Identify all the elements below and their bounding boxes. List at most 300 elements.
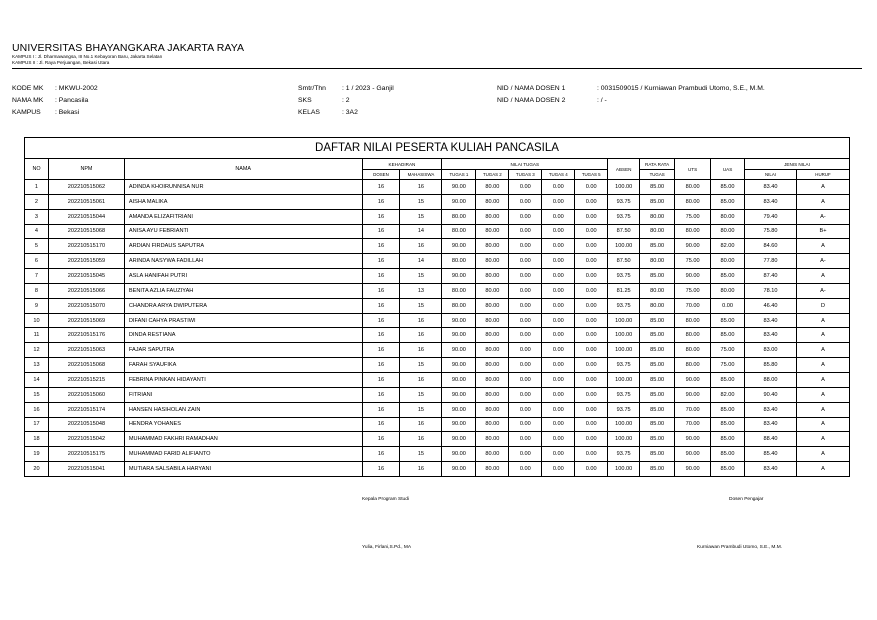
cell-tugas1: 90.00 bbox=[442, 269, 476, 284]
cell-tugas5: 0.00 bbox=[575, 298, 608, 313]
cell-hadir-mahasiswa: 13 bbox=[400, 283, 442, 298]
cell-huruf: A bbox=[796, 358, 849, 373]
cell-uas: 85.00 bbox=[711, 372, 745, 387]
cell-nama: MUHAMMAD FAKHRI RAMADHAN bbox=[124, 432, 362, 447]
cell-tugas1: 90.00 bbox=[442, 402, 476, 417]
cell-nama: DINDA RESTIANA bbox=[124, 328, 362, 343]
table-row bbox=[25, 180, 850, 195]
cell-rata-tugas: 85.00 bbox=[640, 194, 675, 209]
col-uas: UAS bbox=[711, 159, 745, 180]
cell-absen: 100.00 bbox=[608, 372, 640, 387]
cell-tugas5: 0.00 bbox=[575, 283, 608, 298]
nama-mk-value: : Pancasila bbox=[55, 97, 89, 104]
table-row bbox=[25, 313, 850, 328]
cell-uas: 85.00 bbox=[711, 328, 745, 343]
cell-uas: 75.00 bbox=[711, 358, 745, 373]
dosen1-value: : 0031509015 / Kurniawan Prambudi Utomo, S.E., M.M. bbox=[597, 85, 765, 92]
cell-tugas5: 0.00 bbox=[575, 432, 608, 447]
col-jenis-nilai: JENIS NILAI bbox=[745, 159, 850, 170]
cell-tugas1: 90.00 bbox=[442, 343, 476, 358]
cell-nama: ARINDA NASYWA FADILLAH bbox=[124, 254, 362, 269]
cell-uas: 82.00 bbox=[711, 239, 745, 254]
cell-tugas3: 0.00 bbox=[509, 343, 542, 358]
cell-uas: 85.00 bbox=[711, 180, 745, 195]
cell-tugas5: 0.00 bbox=[575, 328, 608, 343]
cell-tugas4: 0.00 bbox=[542, 462, 575, 477]
cell-hadir-dosen: 16 bbox=[362, 328, 400, 343]
cell-no: 20 bbox=[25, 462, 49, 477]
cell-absen: 100.00 bbox=[608, 417, 640, 432]
cell-npm: 202210515063 bbox=[48, 343, 124, 358]
cell-hadir-dosen: 16 bbox=[362, 343, 400, 358]
cell-absen: 100.00 bbox=[608, 239, 640, 254]
cell-nilai: 83.40 bbox=[745, 417, 797, 432]
cell-rata-tugas: 85.00 bbox=[640, 358, 675, 373]
cell-no: 18 bbox=[25, 432, 49, 447]
cell-nilai: 83.40 bbox=[745, 194, 797, 209]
cell-no: 7 bbox=[25, 269, 49, 284]
cell-rata-tugas: 85.00 bbox=[640, 387, 675, 402]
cell-absen: 93.75 bbox=[608, 194, 640, 209]
cell-hadir-dosen: 16 bbox=[362, 194, 400, 209]
cell-nilai: 83.40 bbox=[745, 328, 797, 343]
cell-tugas5: 0.00 bbox=[575, 224, 608, 239]
cell-no: 8 bbox=[25, 283, 49, 298]
cell-tugas5: 0.00 bbox=[575, 417, 608, 432]
cell-hadir-mahasiswa: 15 bbox=[400, 194, 442, 209]
cell-npm: 202210515045 bbox=[48, 269, 124, 284]
table-row bbox=[25, 224, 850, 239]
table-row bbox=[25, 358, 850, 373]
cell-rata-tugas: 85.00 bbox=[640, 372, 675, 387]
cell-tugas3: 0.00 bbox=[509, 358, 542, 373]
cell-uas: 85.00 bbox=[711, 417, 745, 432]
cell-uas: 85.00 bbox=[711, 402, 745, 417]
cell-nilai: 88.40 bbox=[745, 432, 797, 447]
cell-nama: DIFANI CAHYA PRASTIWI bbox=[124, 313, 362, 328]
cell-rata-tugas: 85.00 bbox=[640, 343, 675, 358]
cell-tugas4: 0.00 bbox=[542, 447, 575, 462]
left-signature-title: Kepala Program Studi bbox=[362, 497, 409, 502]
cell-nilai: 83.40 bbox=[745, 313, 797, 328]
cell-tugas1: 90.00 bbox=[442, 328, 476, 343]
cell-tugas3: 0.00 bbox=[509, 447, 542, 462]
cell-rata-tugas: 80.00 bbox=[640, 254, 675, 269]
cell-absen: 93.75 bbox=[608, 358, 640, 373]
cell-rata-tugas: 80.00 bbox=[640, 283, 675, 298]
cell-absen: 93.75 bbox=[608, 402, 640, 417]
cell-nilai: 83.40 bbox=[745, 180, 797, 195]
cell-no: 9 bbox=[25, 298, 49, 313]
col-npm: NPM bbox=[48, 159, 124, 180]
cell-tugas4: 0.00 bbox=[542, 358, 575, 373]
col-no: NO bbox=[25, 159, 49, 180]
cell-npm: 202210515068 bbox=[48, 358, 124, 373]
cell-absen: 93.75 bbox=[608, 269, 640, 284]
cell-huruf: D bbox=[796, 298, 849, 313]
cell-tugas2: 80.00 bbox=[476, 328, 509, 343]
cell-npm: 202210515042 bbox=[48, 432, 124, 447]
cell-npm: 202210515044 bbox=[48, 209, 124, 224]
cell-hadir-mahasiswa: 16 bbox=[400, 328, 442, 343]
cell-nama: ASLA HANIFAH PUTRI bbox=[124, 269, 362, 284]
university-name: UNIVERSITAS BHAYANGKARA JAKARTA RAYA bbox=[12, 42, 245, 54]
cell-nama: CHANDRA ARYA DWIPUTERA bbox=[124, 298, 362, 313]
right-signature-title: Dosen Pengajar bbox=[729, 497, 764, 502]
cell-tugas1: 90.00 bbox=[442, 180, 476, 195]
cell-rata-tugas: 85.00 bbox=[640, 328, 675, 343]
cell-tugas1: 90.00 bbox=[442, 358, 476, 373]
cell-nama: AMANDA ELIZAFITRIANI bbox=[124, 209, 362, 224]
cell-huruf: A bbox=[796, 269, 849, 284]
cell-tugas3: 0.00 bbox=[509, 194, 542, 209]
cell-tugas2: 80.00 bbox=[476, 180, 509, 195]
cell-npm: 202210515176 bbox=[48, 328, 124, 343]
cell-nama: FAJAR SAPUTRA bbox=[124, 343, 362, 358]
cell-rata-tugas: 85.00 bbox=[640, 239, 675, 254]
col-dosen: DOSEN bbox=[362, 170, 400, 180]
cell-nama: HENDRA YOHANES bbox=[124, 417, 362, 432]
cell-rata-tugas: 85.00 bbox=[640, 417, 675, 432]
cell-tugas3: 0.00 bbox=[509, 180, 542, 195]
cell-tugas3: 0.00 bbox=[509, 387, 542, 402]
cell-huruf: A bbox=[796, 194, 849, 209]
cell-uts: 80.00 bbox=[675, 343, 711, 358]
cell-nilai: 85.80 bbox=[745, 358, 797, 373]
cell-npm: 202210515061 bbox=[48, 194, 124, 209]
cell-tugas2: 80.00 bbox=[476, 283, 509, 298]
cell-nilai: 87.40 bbox=[745, 269, 797, 284]
cell-no: 17 bbox=[25, 417, 49, 432]
cell-rata-tugas: 85.00 bbox=[640, 447, 675, 462]
cell-no: 1 bbox=[25, 180, 49, 195]
cell-tugas4: 0.00 bbox=[542, 402, 575, 417]
cell-no: 6 bbox=[25, 254, 49, 269]
cell-npm: 202210515060 bbox=[48, 387, 124, 402]
col-uts: UTS bbox=[675, 159, 711, 180]
cell-tugas5: 0.00 bbox=[575, 313, 608, 328]
cell-uts: 75.00 bbox=[675, 254, 711, 269]
sks-label: SKS bbox=[298, 97, 312, 104]
cell-tugas4: 0.00 bbox=[542, 343, 575, 358]
cell-tugas3: 0.00 bbox=[509, 254, 542, 269]
cell-tugas3: 0.00 bbox=[509, 432, 542, 447]
cell-tugas4: 0.00 bbox=[542, 417, 575, 432]
table-row bbox=[25, 343, 850, 358]
right-signature-name: Kurniawan Prambudi Utomo, S.E., M.M. bbox=[697, 545, 783, 550]
cell-uts: 70.00 bbox=[675, 298, 711, 313]
cell-tugas2: 80.00 bbox=[476, 447, 509, 462]
dosen1-label: NID / NAMA DOSEN 1 bbox=[497, 85, 566, 92]
cell-uas: 85.00 bbox=[711, 194, 745, 209]
cell-huruf: A bbox=[796, 239, 849, 254]
cell-hadir-mahasiswa: 16 bbox=[400, 462, 442, 477]
header-divider bbox=[12, 68, 862, 69]
col-nilai-tugas: NILAI TUGAS bbox=[442, 159, 608, 170]
cell-nilai: 78.10 bbox=[745, 283, 797, 298]
cell-huruf: A bbox=[796, 372, 849, 387]
cell-absen: 100.00 bbox=[608, 343, 640, 358]
cell-nilai: 84.60 bbox=[745, 239, 797, 254]
cell-rata-tugas: 80.00 bbox=[640, 224, 675, 239]
cell-huruf: A bbox=[796, 180, 849, 195]
cell-tugas2: 80.00 bbox=[476, 387, 509, 402]
cell-hadir-dosen: 16 bbox=[362, 283, 400, 298]
cell-hadir-mahasiswa: 15 bbox=[400, 387, 442, 402]
cell-uts: 90.00 bbox=[675, 269, 711, 284]
cell-nama: MUHAMMAD FARID ALIFIANTO bbox=[124, 447, 362, 462]
cell-tugas1: 90.00 bbox=[442, 432, 476, 447]
table-row bbox=[25, 462, 850, 477]
cell-tugas2: 80.00 bbox=[476, 358, 509, 373]
cell-absen: 93.75 bbox=[608, 209, 640, 224]
col-tugas2: TUGAS 2 bbox=[476, 170, 509, 180]
table-row bbox=[25, 417, 850, 432]
cell-uts: 90.00 bbox=[675, 372, 711, 387]
table-row bbox=[25, 372, 850, 387]
cell-tugas1: 80.00 bbox=[442, 283, 476, 298]
col-tugas4: TUGAS 4 bbox=[542, 170, 575, 180]
cell-absen: 100.00 bbox=[608, 180, 640, 195]
cell-tugas3: 0.00 bbox=[509, 417, 542, 432]
cell-uas: 85.00 bbox=[711, 447, 745, 462]
cell-npm: 202210515048 bbox=[48, 417, 124, 432]
cell-no: 5 bbox=[25, 239, 49, 254]
cell-absen: 87.50 bbox=[608, 254, 640, 269]
cell-nilai: 75.80 bbox=[745, 224, 797, 239]
cell-uts: 70.00 bbox=[675, 402, 711, 417]
cell-tugas1: 90.00 bbox=[442, 462, 476, 477]
col-mahasiswa: MAHASISWA bbox=[400, 170, 442, 180]
cell-hadir-dosen: 16 bbox=[362, 239, 400, 254]
kelas-value: : 3A2 bbox=[342, 109, 358, 116]
cell-tugas3: 0.00 bbox=[509, 462, 542, 477]
table-row bbox=[25, 328, 850, 343]
cell-tugas5: 0.00 bbox=[575, 194, 608, 209]
cell-uas: 80.00 bbox=[711, 224, 745, 239]
cell-nama: FEBRINA PINKAN HIDAYANTI bbox=[124, 372, 362, 387]
cell-tugas1: 90.00 bbox=[442, 313, 476, 328]
cell-tugas2: 80.00 bbox=[476, 372, 509, 387]
cell-hadir-mahasiswa: 16 bbox=[400, 239, 442, 254]
cell-uts: 90.00 bbox=[675, 432, 711, 447]
cell-tugas2: 80.00 bbox=[476, 402, 509, 417]
cell-absen: 100.00 bbox=[608, 432, 640, 447]
cell-uas: 85.00 bbox=[711, 269, 745, 284]
cell-rata-tugas: 85.00 bbox=[640, 432, 675, 447]
cell-npm: 202210515066 bbox=[48, 283, 124, 298]
cell-no: 16 bbox=[25, 402, 49, 417]
cell-huruf: A bbox=[796, 432, 849, 447]
table-row bbox=[25, 387, 850, 402]
cell-tugas5: 0.00 bbox=[575, 269, 608, 284]
cell-tugas1: 90.00 bbox=[442, 447, 476, 462]
cell-tugas2: 80.00 bbox=[476, 239, 509, 254]
kampus-value: : Bekasi bbox=[55, 109, 80, 116]
kelas-label: KELAS bbox=[298, 109, 320, 116]
cell-tugas3: 0.00 bbox=[509, 328, 542, 343]
cell-hadir-mahasiswa: 14 bbox=[400, 224, 442, 239]
cell-absen: 81.25 bbox=[608, 283, 640, 298]
cell-huruf: A bbox=[796, 387, 849, 402]
smtr-label: Smtr/Thn bbox=[298, 85, 326, 92]
cell-tugas4: 0.00 bbox=[542, 432, 575, 447]
cell-absen: 93.75 bbox=[608, 298, 640, 313]
cell-tugas2: 80.00 bbox=[476, 432, 509, 447]
cell-hadir-mahasiswa: 15 bbox=[400, 358, 442, 373]
cell-uts: 80.00 bbox=[675, 328, 711, 343]
cell-huruf: A bbox=[796, 402, 849, 417]
cell-nama: ANISA AYU FEBRIANTI bbox=[124, 224, 362, 239]
cell-hadir-dosen: 16 bbox=[362, 269, 400, 284]
cell-hadir-dosen: 16 bbox=[362, 358, 400, 373]
cell-absen: 87.50 bbox=[608, 224, 640, 239]
col-nilai: NILAI bbox=[745, 170, 797, 180]
cell-hadir-mahasiswa: 16 bbox=[400, 372, 442, 387]
cell-huruf: A bbox=[796, 447, 849, 462]
cell-npm: 202210515175 bbox=[48, 447, 124, 462]
cell-uas: 85.00 bbox=[711, 432, 745, 447]
cell-uas: 75.00 bbox=[711, 343, 745, 358]
dosen2-label: NID / NAMA DOSEN 2 bbox=[497, 97, 566, 104]
cell-tugas5: 0.00 bbox=[575, 209, 608, 224]
col-absen: ABSEN bbox=[608, 159, 640, 180]
cell-no: 15 bbox=[25, 387, 49, 402]
cell-tugas3: 0.00 bbox=[509, 209, 542, 224]
table-row bbox=[25, 447, 850, 462]
cell-hadir-dosen: 16 bbox=[362, 224, 400, 239]
col-tugas: TUGAS bbox=[640, 170, 675, 180]
cell-tugas4: 0.00 bbox=[542, 239, 575, 254]
cell-tugas2: 80.00 bbox=[476, 343, 509, 358]
cell-npm: 202210515070 bbox=[48, 298, 124, 313]
col-tugas1: TUGAS 1 bbox=[442, 170, 476, 180]
cell-absen: 93.75 bbox=[608, 447, 640, 462]
campus-2-address: KAMPUS II : Jl. Raya Perjuangan, Bekasi Utara bbox=[12, 60, 110, 65]
cell-uas: 85.00 bbox=[711, 313, 745, 328]
cell-hadir-dosen: 16 bbox=[362, 432, 400, 447]
cell-hadir-dosen: 16 bbox=[362, 387, 400, 402]
cell-tugas2: 80.00 bbox=[476, 224, 509, 239]
kode-mk-label: KODE MK bbox=[12, 85, 44, 92]
cell-rata-tugas: 85.00 bbox=[640, 462, 675, 477]
cell-nama: BENITA AZLIA FAUZIYAH bbox=[124, 283, 362, 298]
cell-hadir-dosen: 16 bbox=[362, 209, 400, 224]
kampus-label: KAMPUS bbox=[12, 109, 41, 116]
cell-hadir-mahasiswa: 14 bbox=[400, 254, 442, 269]
cell-huruf: A- bbox=[796, 209, 849, 224]
smtr-value: : 1 / 2023 - Ganjil bbox=[342, 85, 394, 92]
cell-tugas4: 0.00 bbox=[542, 269, 575, 284]
cell-nilai: 88.00 bbox=[745, 372, 797, 387]
cell-hadir-dosen: 16 bbox=[362, 447, 400, 462]
table-row bbox=[25, 194, 850, 209]
cell-rata-tugas: 80.00 bbox=[640, 209, 675, 224]
cell-uts: 75.00 bbox=[675, 209, 711, 224]
cell-hadir-mahasiswa: 15 bbox=[400, 209, 442, 224]
cell-tugas1: 90.00 bbox=[442, 417, 476, 432]
cell-npm: 202210515174 bbox=[48, 402, 124, 417]
cell-hadir-dosen: 16 bbox=[362, 417, 400, 432]
table-row bbox=[25, 254, 850, 269]
cell-hadir-dosen: 16 bbox=[362, 462, 400, 477]
cell-tugas3: 0.00 bbox=[509, 402, 542, 417]
cell-tugas4: 0.00 bbox=[542, 387, 575, 402]
cell-tugas4: 0.00 bbox=[542, 328, 575, 343]
left-signature-name: Yulia, Firlani,S.Pd., MA bbox=[362, 545, 412, 550]
cell-hadir-mahasiswa: 16 bbox=[400, 180, 442, 195]
cell-npm: 202210515170 bbox=[48, 239, 124, 254]
cell-uas: 80.00 bbox=[711, 209, 745, 224]
cell-npm: 202210515069 bbox=[48, 313, 124, 328]
col-huruf: HURUF bbox=[796, 170, 849, 180]
col-kehadiran: KEHADIRAN bbox=[362, 159, 442, 170]
cell-tugas3: 0.00 bbox=[509, 283, 542, 298]
cell-huruf: A- bbox=[796, 283, 849, 298]
cell-nama: ADINDA KHOIRUNNISA NUR bbox=[124, 180, 362, 195]
cell-huruf: A bbox=[796, 313, 849, 328]
cell-tugas3: 0.00 bbox=[509, 313, 542, 328]
cell-hadir-mahasiswa: 16 bbox=[400, 313, 442, 328]
cell-uts: 80.00 bbox=[675, 358, 711, 373]
cell-tugas2: 80.00 bbox=[476, 313, 509, 328]
cell-tugas5: 0.00 bbox=[575, 358, 608, 373]
cell-tugas2: 80.00 bbox=[476, 209, 509, 224]
cell-tugas5: 0.00 bbox=[575, 372, 608, 387]
cell-huruf: A bbox=[796, 343, 849, 358]
cell-tugas2: 80.00 bbox=[476, 194, 509, 209]
cell-nilai: 83.40 bbox=[745, 462, 797, 477]
cell-tugas5: 0.00 bbox=[575, 447, 608, 462]
cell-tugas2: 80.00 bbox=[476, 254, 509, 269]
cell-tugas3: 0.00 bbox=[509, 239, 542, 254]
cell-hadir-mahasiswa: 15 bbox=[400, 447, 442, 462]
cell-huruf: A bbox=[796, 417, 849, 432]
cell-nama: ARDIAN FIRDAUS SAPUTRA bbox=[124, 239, 362, 254]
cell-no: 2 bbox=[25, 194, 49, 209]
table-row bbox=[25, 239, 850, 254]
cell-uas: 82.00 bbox=[711, 387, 745, 402]
cell-rata-tugas: 85.00 bbox=[640, 313, 675, 328]
cell-tugas3: 0.00 bbox=[509, 269, 542, 284]
cell-nilai: 83.40 bbox=[745, 402, 797, 417]
cell-hadir-mahasiswa: 16 bbox=[400, 417, 442, 432]
table-row bbox=[25, 402, 850, 417]
cell-tugas1: 80.00 bbox=[442, 254, 476, 269]
cell-absen: 93.75 bbox=[608, 387, 640, 402]
cell-npm: 202210515059 bbox=[48, 254, 124, 269]
kode-mk-value: : MKWU-2002 bbox=[55, 85, 98, 92]
cell-uts: 80.00 bbox=[675, 180, 711, 195]
cell-huruf: A bbox=[796, 462, 849, 477]
cell-nama: FITRIANI bbox=[124, 387, 362, 402]
cell-rata-tugas: 85.00 bbox=[640, 180, 675, 195]
cell-hadir-mahasiswa: 15 bbox=[400, 269, 442, 284]
cell-no: 14 bbox=[25, 372, 49, 387]
cell-uts: 80.00 bbox=[675, 224, 711, 239]
cell-npm: 202210515062 bbox=[48, 180, 124, 195]
cell-tugas3: 0.00 bbox=[509, 298, 542, 313]
cell-no: 12 bbox=[25, 343, 49, 358]
table-row bbox=[25, 269, 850, 284]
cell-hadir-mahasiswa: 16 bbox=[400, 432, 442, 447]
cell-tugas5: 0.00 bbox=[575, 239, 608, 254]
cell-tugas4: 0.00 bbox=[542, 372, 575, 387]
sks-value: : 2 bbox=[342, 97, 350, 104]
cell-hadir-mahasiswa: 15 bbox=[400, 402, 442, 417]
cell-tugas5: 0.00 bbox=[575, 462, 608, 477]
cell-nama: FARAH SYAUFIKA bbox=[124, 358, 362, 373]
